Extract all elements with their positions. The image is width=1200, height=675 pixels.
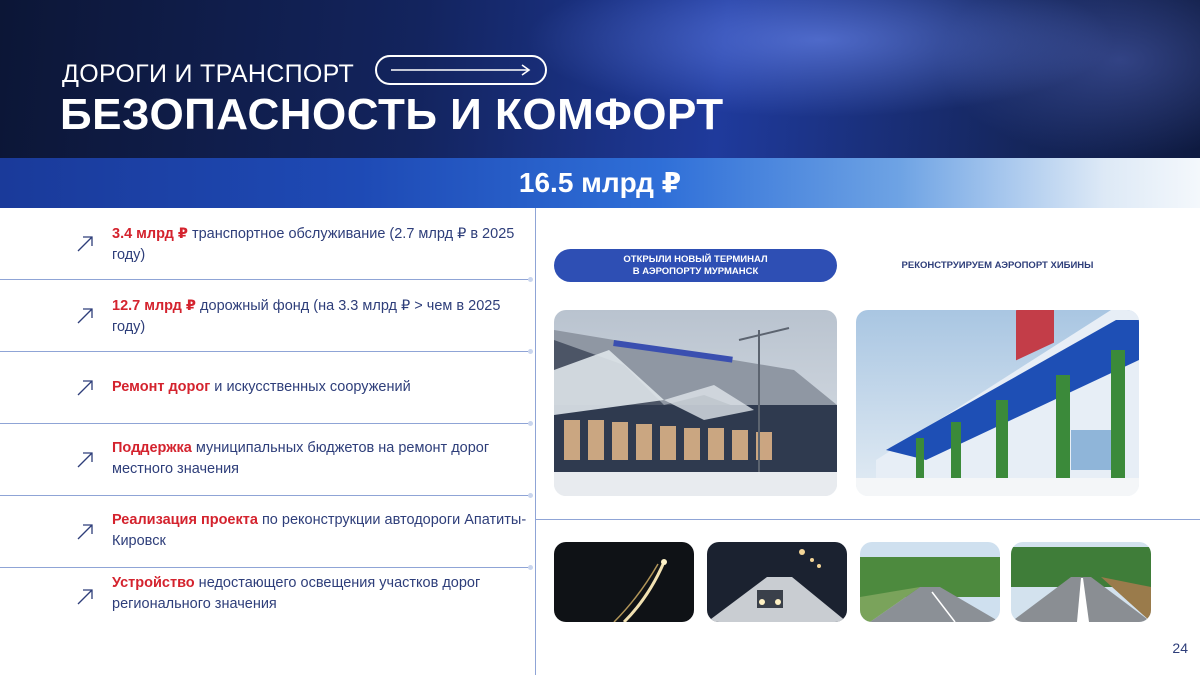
arrow-up-right-icon xyxy=(76,451,94,469)
khibiny-airport-photo xyxy=(856,310,1139,496)
arrow-up-right-icon xyxy=(76,523,94,541)
item-text: транспортное обслуживание (2.7 млрд ₽ в 2025 году) xyxy=(112,226,515,263)
forest-road-photo-1 xyxy=(860,542,1000,622)
item-text: муниципальных бюджетов на ремонт дорог местного значения xyxy=(112,440,490,477)
night-road-photo xyxy=(554,542,694,622)
section-title: ДОРОГИ И ТРАНСПОРТ xyxy=(62,60,355,88)
list-item xyxy=(0,568,532,640)
header-banner xyxy=(0,0,1200,158)
page-title: БЕЗОПАСНОСТЬ И КОМФОРТ xyxy=(60,90,724,139)
murmansk-terminal-caption xyxy=(554,249,837,282)
lit-road-photo xyxy=(707,542,847,622)
item-highlight: Поддержка xyxy=(112,440,192,456)
vertical-divider xyxy=(535,208,536,675)
list-item xyxy=(0,352,532,424)
budget-total: 16.5 млрд ₽ xyxy=(518,167,682,198)
khibiny-airport-caption: РЕКОНСТРУИРУЕМ АЭРОПОРТ ХИБИНЫ xyxy=(901,260,1094,271)
arrow-up-right-icon xyxy=(76,588,94,606)
arrow-up-right-icon xyxy=(76,307,94,325)
caption-line: В АЭРОПОРТУ МУРМАНСК xyxy=(632,265,759,277)
murmansk-terminal-photo xyxy=(554,310,837,496)
list-item xyxy=(0,280,532,352)
budget-band xyxy=(0,158,1200,208)
horizontal-divider xyxy=(536,519,1200,520)
arrow-right-pill xyxy=(375,55,547,85)
list-item xyxy=(0,208,532,280)
caption-line: ОТКРЫЛИ НОВЫЙ ТЕРМИНАЛ xyxy=(623,253,768,265)
item-text: по реконструкции автодороги Апатиты-Кировск xyxy=(112,512,527,549)
item-text: недостающего освещения участков дорог регионального значения xyxy=(112,575,481,612)
item-highlight: 12.7 млрд ₽ xyxy=(112,298,197,314)
item-highlight: Ремонт дорог xyxy=(112,379,211,395)
item-highlight: 3.4 млрд ₽ xyxy=(112,226,188,242)
arrow-up-right-icon xyxy=(76,379,94,397)
forest-road-photo-2 xyxy=(1011,542,1151,622)
arrow-up-right-icon xyxy=(76,235,94,253)
item-highlight: Устройство xyxy=(112,575,195,591)
list-item xyxy=(0,496,532,568)
item-text: дорожный фонд (на 3.3 млрд ₽ > чем в 2025 году) xyxy=(112,298,501,335)
item-text: и искусственных сооружений xyxy=(210,379,411,395)
arrow-right-icon xyxy=(391,63,533,77)
page-number: 24 xyxy=(1172,640,1188,656)
item-highlight: Реализация проекта xyxy=(112,512,258,528)
list-item xyxy=(0,424,532,496)
